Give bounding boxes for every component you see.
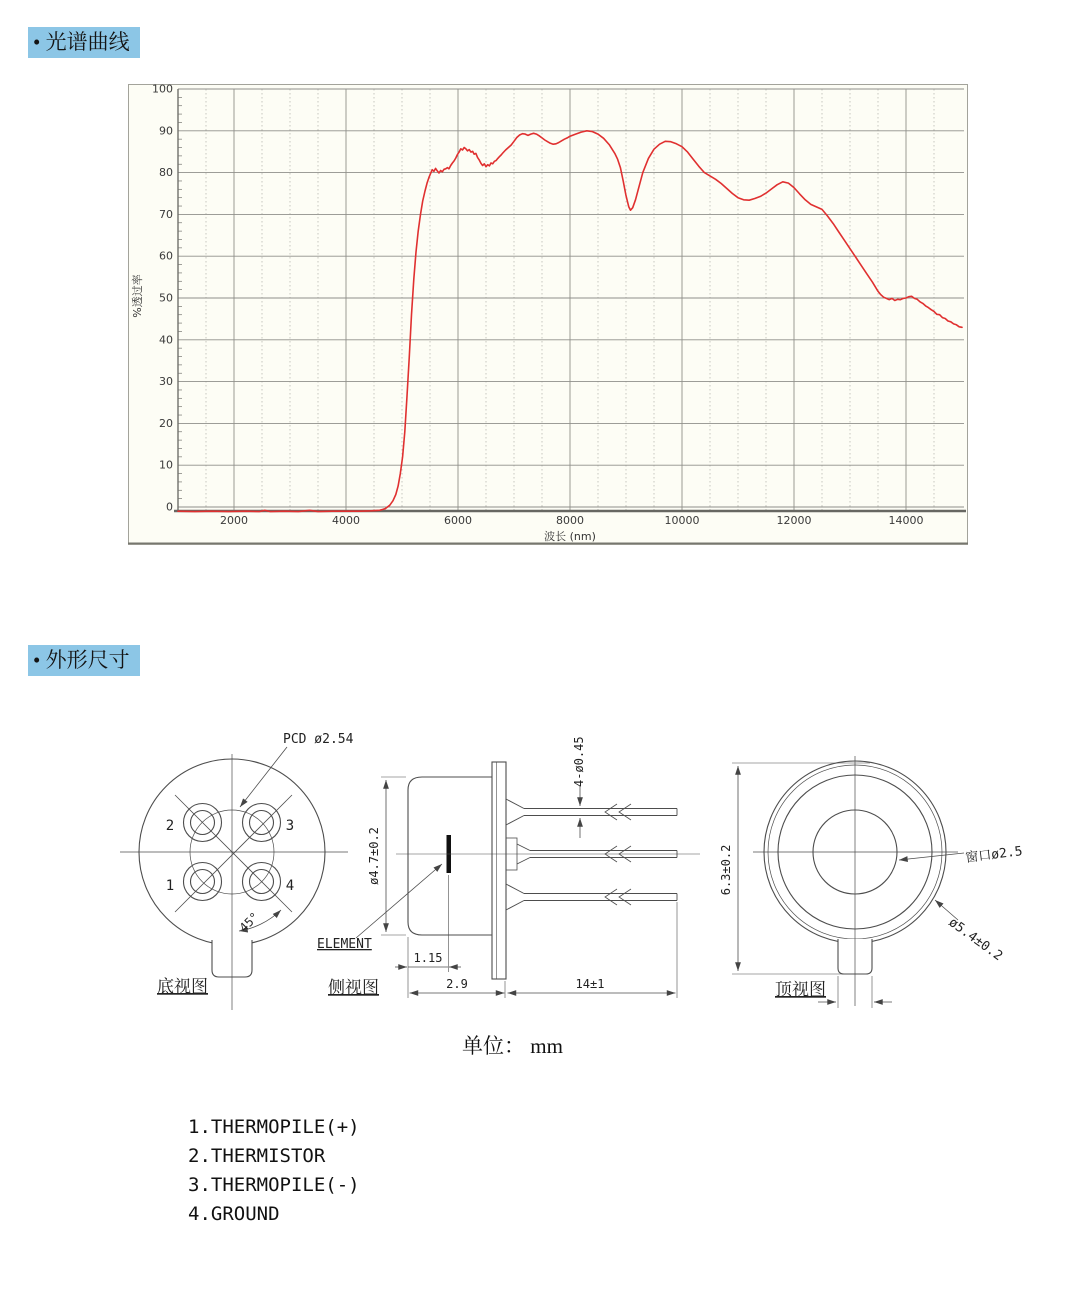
pin-number-4: 4 (285, 878, 295, 894)
dim-2-9-label: 2.9 (446, 977, 468, 991)
svg-text:80: 80 (159, 166, 173, 180)
svg-text:50: 50 (159, 291, 173, 305)
side-view-drawing (356, 762, 700, 998)
svg-text:0: 0 (166, 500, 173, 514)
pcd-dim-label: PCD ø2.54 (283, 732, 354, 747)
pin-number-3: 3 (285, 818, 295, 834)
svg-text:%透过率: %透过率 (131, 274, 144, 318)
side-view-label: 侧视图 (328, 978, 379, 997)
pinout-item: 3.THERMOPILE(-) (188, 1174, 360, 1196)
svg-text:20: 20 (159, 416, 173, 430)
overall-height-label: 6.3±0.2 (719, 844, 733, 896)
svg-text:14000: 14000 (888, 514, 924, 527)
svg-text:70: 70 (159, 207, 173, 221)
window-dia-label: 窗口ø2.5 (964, 844, 1024, 866)
dim-1-15-label: 1.15 (413, 951, 443, 965)
pin-break-symbol (619, 804, 631, 820)
angle-dim-label: 45° (236, 909, 262, 935)
top-view-drawing (732, 756, 964, 1008)
section-title-spectral: • 光谱曲线 (28, 27, 140, 58)
body-dia-label: ø4.7±0.2 (367, 827, 381, 885)
pin-break-symbol (619, 889, 631, 905)
angle-arc-arrow (261, 910, 281, 924)
svg-text:4000: 4000 (332, 514, 360, 527)
pinout-item: 1.THERMOPILE(+) (188, 1116, 360, 1138)
pinout-item: 2.THERMISTOR (188, 1145, 326, 1167)
svg-text:90: 90 (159, 124, 173, 138)
svg-text:40: 40 (159, 333, 173, 347)
dim-14-label: 14±1 (575, 977, 605, 991)
pinout-item: 4.GROUND (188, 1203, 280, 1225)
spectral-chart-svg (128, 84, 968, 545)
svg-text:8000: 8000 (556, 514, 584, 527)
unit-note: 单位： mm (462, 1034, 563, 1058)
pin-number-2: 2 (165, 818, 175, 834)
bottom-view-drawing (120, 747, 348, 1010)
pin-dia-label: 4-ø0.45 (572, 736, 586, 787)
svg-text:10: 10 (159, 458, 173, 472)
svg-text:12000: 12000 (776, 514, 812, 527)
bottom-view-label: 底视图 (157, 977, 208, 996)
flange (492, 762, 506, 979)
spectral-chart (128, 84, 968, 545)
pin-break-symbol (605, 889, 617, 905)
pin-break-symbol (605, 804, 617, 820)
pin-number-1: 1 (165, 878, 175, 894)
outline-drawings (100, 690, 1030, 1020)
svg-text:波长 (nm): 波长 (nm) (544, 530, 596, 543)
svg-text:30: 30 (159, 375, 173, 389)
svg-text:10000: 10000 (664, 514, 700, 527)
svg-text:60: 60 (159, 249, 173, 263)
section-title-outline: • 外形尺寸 (28, 645, 140, 676)
pcd-leader-line (240, 747, 287, 807)
svg-text:2000: 2000 (220, 514, 248, 527)
top-view-label: 顶视图 (775, 980, 826, 999)
svg-text:6000: 6000 (444, 514, 472, 527)
pinout-list (188, 1113, 360, 1229)
element-label: ELEMENT (317, 937, 372, 952)
cap-dia-label: ø5.4±0.2 (945, 915, 1006, 965)
svg-text:100: 100 (152, 84, 173, 96)
